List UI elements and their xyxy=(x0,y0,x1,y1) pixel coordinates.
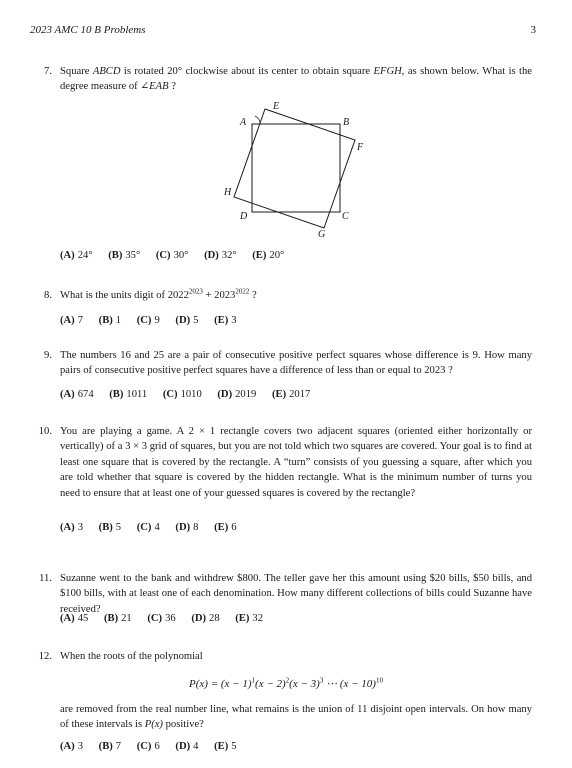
choices-7 xyxy=(60,250,297,261)
choice-b[interactable]: (B) 1 xyxy=(98,315,122,326)
choice-e[interactable]: (E) 2017 xyxy=(271,389,311,400)
problem-8 xyxy=(30,288,532,303)
choice-a[interactable]: (A) 24° xyxy=(60,250,93,261)
problem-text: are removed from the real number line, what remains is the union of 11 disjoint open intervals. On how many of these intervals is P(x) positive? xyxy=(60,704,532,731)
problem-text: Square ABCD is rotated 20° clockwise about its center to obtain square EFGH, as shown below. What is the degree measure of ∠EAB ? xyxy=(60,66,532,93)
label-a: A xyxy=(240,117,247,128)
choice-d[interactable]: (D) 32° xyxy=(204,250,237,261)
problem-text: The numbers 16 and 25 are a pair of consecutive positive perfect squares whose difference is 9. How many pairs of consecutive positive perfect squares have a difference of less than or equal to 2023 ? xyxy=(60,350,532,377)
problem-number: 7. xyxy=(44,66,52,77)
choice-e[interactable]: (E) 32 xyxy=(235,613,263,624)
choice-a[interactable]: (A) 3 xyxy=(60,741,84,752)
choice-c[interactable]: (C) 9 xyxy=(136,315,160,326)
problem-text: What is the units digit of $2022^{2023} + 2023^{2022}$ ? xyxy=(60,287,257,301)
angle-eab-arc xyxy=(255,116,260,124)
problem-number: 10. xyxy=(38,426,52,437)
choice-c[interactable]: (C) 1010 xyxy=(162,389,202,400)
problem-12 xyxy=(30,649,532,664)
label-h: H xyxy=(224,187,232,198)
problem-number: 11. xyxy=(39,573,52,584)
problem-text: You are playing a game. A 2 × 1 rectangle covers two adjacent squares (oriented either horizontally or vertically) of a 3 × 3 grid of squares, but you are not told which two squares are covered. Your goal is to find at least one square that is covered by the rectangle. A “turn” consists of you guessing a square, after which you are told whether that square is covered by the hidden rectangle. What is the minimum number of turns you need to ensure that at least one of your guessed squares is covered by the rectangle? xyxy=(60,426,532,499)
choices-9 xyxy=(60,389,323,400)
exam-title: 2023 AMC 10 B Problems xyxy=(30,24,146,36)
problem-intro: When the roots of the polynomial xyxy=(60,651,203,662)
square-abcd xyxy=(252,124,340,212)
problem-11 xyxy=(30,571,532,617)
choices-12 xyxy=(60,741,250,752)
problem-12-continued xyxy=(30,702,532,733)
choice-a[interactable]: (A) 7 xyxy=(60,315,84,326)
choice-b[interactable]: (B) 7 xyxy=(98,741,122,752)
problem-number: 12. xyxy=(38,651,52,662)
label-f: F xyxy=(357,142,364,153)
choice-b[interactable]: (B) 35° xyxy=(108,250,141,261)
page-number: 3 xyxy=(530,24,536,36)
choices-8 xyxy=(60,315,250,326)
choice-d[interactable]: (D) 4 xyxy=(175,741,199,752)
problem-7 xyxy=(30,64,532,95)
choice-c[interactable]: (C) 30° xyxy=(155,250,189,261)
choice-c[interactable]: (C) 6 xyxy=(136,741,160,752)
choice-e[interactable]: (E) 20° xyxy=(252,250,285,261)
label-d: D xyxy=(240,211,248,222)
problem-number: 9. xyxy=(44,350,52,361)
choice-b[interactable]: (B) 21 xyxy=(103,613,132,624)
label-g: G xyxy=(318,229,326,240)
problem-number: 8. xyxy=(44,290,52,301)
choice-e[interactable]: (E) 5 xyxy=(214,741,237,752)
choice-a[interactable]: (A) 3 xyxy=(60,522,84,533)
choice-b[interactable]: (B) 1011 xyxy=(109,389,148,400)
choice-a[interactable]: (A) 674 xyxy=(60,389,94,400)
label-e: E xyxy=(273,101,280,112)
choice-c[interactable]: (C) 4 xyxy=(136,522,160,533)
choice-d[interactable]: (D) 28 xyxy=(191,613,220,624)
choice-e[interactable]: (E) 3 xyxy=(214,315,237,326)
choice-d[interactable]: (D) 5 xyxy=(175,315,199,326)
choice-b[interactable]: (B) 5 xyxy=(98,522,122,533)
choice-a[interactable]: (A) 45 xyxy=(60,613,89,624)
label-b: B xyxy=(343,117,350,128)
page-header xyxy=(30,24,542,36)
polynomial-equation: $P(x) = (x - 1)^1(x - 2)^2(x - 3)^3$ ⋯ $(x - 10)^{10}$ xyxy=(189,676,383,690)
rotated-squares-figure xyxy=(220,100,370,240)
problem-10 xyxy=(30,424,532,501)
label-c: C xyxy=(342,211,349,222)
problem-9 xyxy=(30,348,532,379)
choice-e[interactable]: (E) 6 xyxy=(214,522,237,533)
problem-text: Suzanne went to the bank and withdrew $800. The teller gave her this amount using $20 bills, $50 bills, and $100 bills, with at least one of each denomination. How many different collections of bills could Suzanne have received? xyxy=(60,573,532,615)
choice-d[interactable]: (D) 8 xyxy=(175,522,199,533)
choices-11 xyxy=(60,613,276,624)
choice-c[interactable]: (C) 36 xyxy=(147,613,176,624)
choice-d[interactable]: (D) 2019 xyxy=(217,389,257,400)
choices-10 xyxy=(60,522,250,533)
